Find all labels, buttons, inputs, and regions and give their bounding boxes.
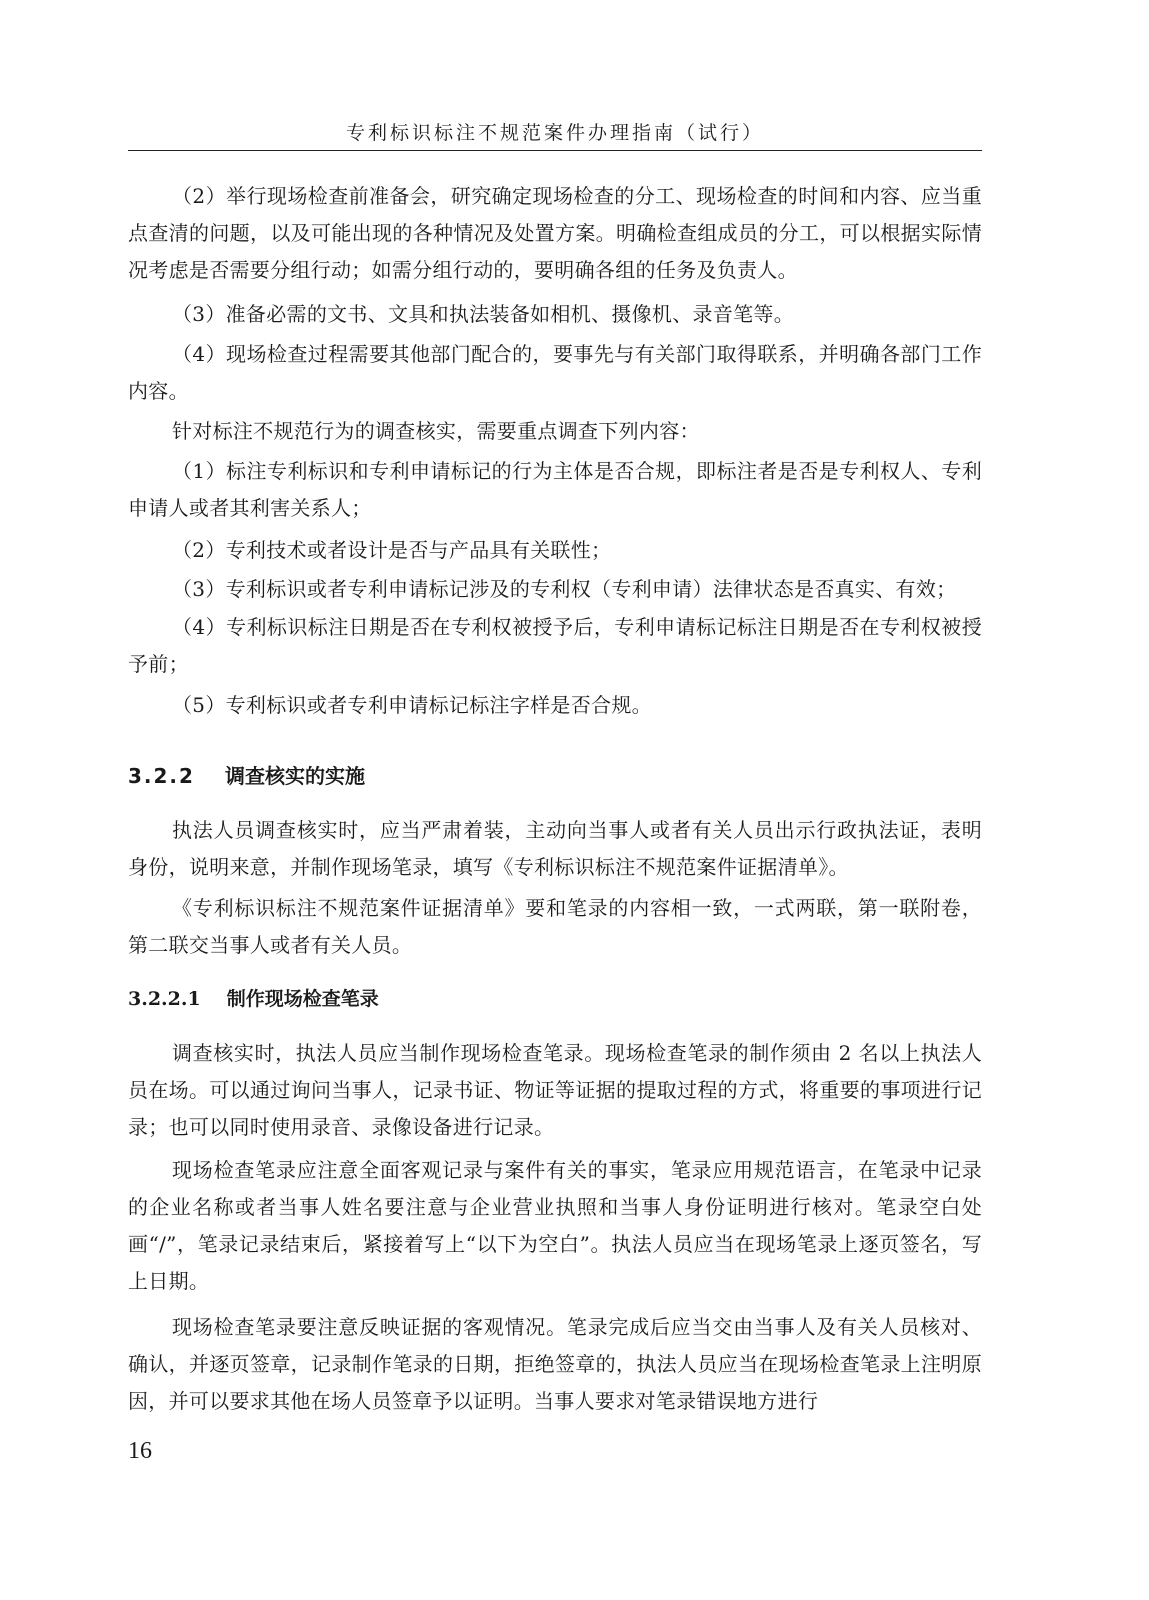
subsection-title: 制作现场检查笔录 [226, 988, 379, 1010]
paragraph: 针对标注不规范行为的调查核实，需要重点调查下列内容： [172, 419, 700, 443]
running-header: 专利标识标注不规范案件办理指南（试行） [345, 122, 764, 144]
paragraph: 《专利标识标注不规范案件证据清单》要和笔录的内容相一致，一式两联，第一联附卷，第二联交当事人或者有关人员。 [128, 896, 982, 957]
paragraph: （1）标注专利标识和专利申请标记的行为主体是否合规，即标注者是否是专利权人、专利申请人或者其利害关系人； [128, 459, 982, 520]
paragraph: （2）举行现场检查前准备会，研究确定现场检查的分工、现场检查的时间和内容、应当重点查清的问题，以及可能出现的各种情况及处置方案。明确检查组成员的分工，可以根据实际情况考虑是否需要分组行动；如需分组行动的，要明确各组的任务及负责人。 [128, 184, 982, 282]
subsection-heading [128, 985, 379, 1013]
page-number: 16 [128, 1438, 152, 1464]
section-heading [128, 762, 365, 790]
header-rule [128, 150, 982, 151]
section-title: 调查核实的实施 [224, 764, 365, 788]
paragraph: 调查核实时，执法人员应当制作现场检查笔录。现场检查笔录的制作须由 2 名以上执法人员在场。可以通过询问当事人，记录书证、物证等证据的提取过程的方式，将重要的事项进行记录；也可以同时使用录音、录像设备进行记录。 [128, 1041, 982, 1139]
paragraph: （4）专利标识标注日期是否在专利权被授予后，专利申请标记标注日期是否在专利权被授予前； [128, 615, 982, 676]
paragraph: （5）专利标识或者专利申请标记标注字样是否合规。 [172, 693, 652, 717]
section-number: 3.2.2 [128, 764, 195, 788]
paragraph: （2）专利技术或者设计是否与产品具有关联性； [172, 538, 612, 562]
paragraph: （4）现场检查过程需要其他部门配合的，要事先与有关部门取得联系，并明确各部门工作内容。 [128, 342, 982, 403]
paragraph: 现场检查笔录要注意反映证据的客观情况。笔录完成后应当交由当事人及有关人员核对、确认，并逐页签章，记录制作笔录的日期，拒绝签章的，执法人员应当在现场检查笔录上注明原因，并可以要求其他在场人员签章予以证明。当事人要求对笔录错误地方进行 [128, 1315, 982, 1413]
paragraph: （3）专利标识或者专利申请标记涉及的专利权（专利申请）法律状态是否真实、有效； [172, 577, 957, 601]
subsection-number: 3.2.2.1 [128, 988, 201, 1010]
paragraph: （3）准备必需的文书、文具和执法装备如相机、摄像机、录音笔等。 [172, 302, 795, 326]
paragraph: 现场检查笔录应注意全面客观记录与案件有关的事实，笔录应用规范语言，在笔录中记录的企业名称或者当事人姓名要注意与企业营业执照和当事人身份证明进行核对。笔录空白处画“/”，笔录记录结束后，紧接着写上“以下为空白”。执法人员应当在现场笔录上逐页签名，写上日期。 [128, 1158, 982, 1293]
paragraph: 执法人员调查核实时，应当严肃着装，主动向当事人或者有关人员出示行政执法证，表明身份，说明来意，并制作现场笔录，填写《专利标识标注不规范案件证据清单》。 [128, 818, 982, 879]
